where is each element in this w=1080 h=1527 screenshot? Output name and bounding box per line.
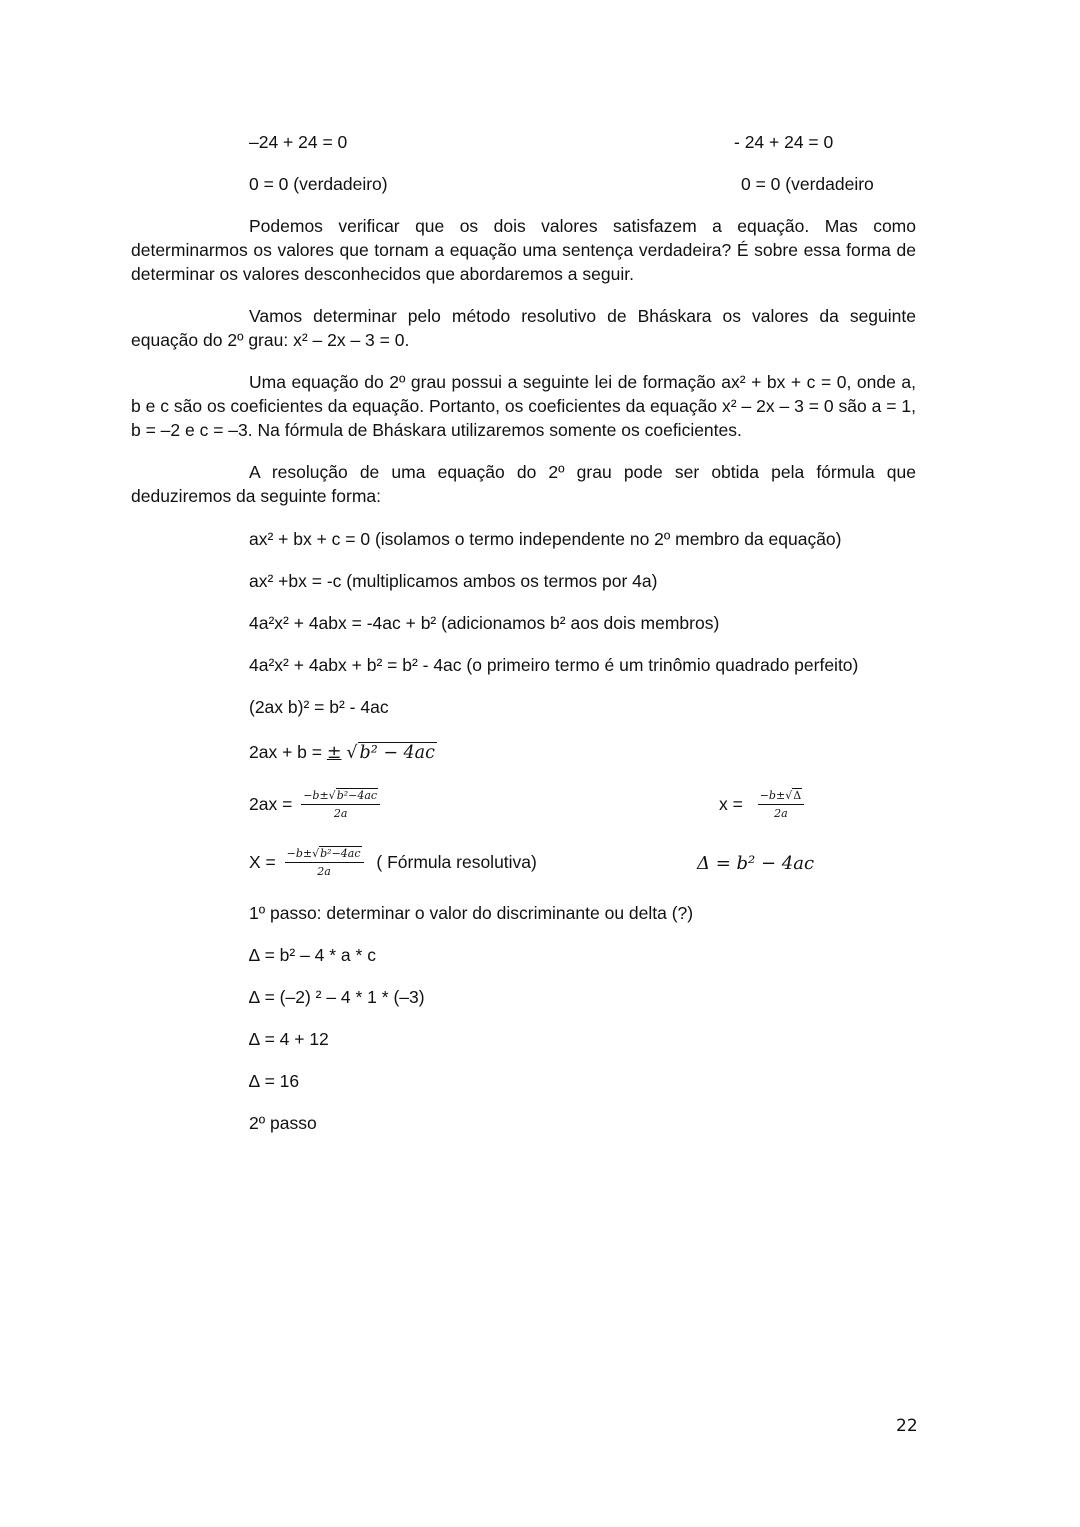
step-2-title: 2º passo	[249, 1113, 317, 1133]
paragraph-derivation-intro	[131, 460, 916, 508]
formula-x	[249, 846, 537, 879]
paragraph-coefficients	[131, 370, 916, 442]
delta-line-1: ∆ = b² – 4 * a * c	[249, 945, 376, 965]
radicand: b²−4ac	[320, 847, 361, 861]
fraction-denominator: 2a	[774, 807, 788, 821]
verification-left-line-1: –24 + 24 = 0	[249, 132, 348, 152]
verification-right-line-1: - 24 + 24 = 0	[734, 132, 834, 152]
fraction-denominator: 2a	[317, 865, 331, 879]
plus-minus-sign: ±	[326, 743, 342, 763]
fraction-denominator: 2a	[333, 807, 348, 821]
derivation-step-2: ax² +bx = -c (multiplicamos ambos os termos por 4a)	[249, 571, 658, 591]
paragraph-text: Vamos determinar pelo método resolutivo de Bháskara os valores da seguinte equação do 2º grau: x² – 2x – 3 = 0.	[131, 306, 916, 350]
radical-sign: √	[312, 847, 320, 861]
paragraph-text: A resolução de uma equação do 2º grau pode ser obtida pela fórmula que deduziremos da seguinte forma:	[131, 462, 916, 506]
paragraph-bhaskara-intro	[131, 304, 916, 352]
derivation-step-1: ax² + bx + c = 0 (isolamos o termo independente no 2º membro da equação)	[249, 529, 842, 549]
paragraph-text: Uma equação do 2º grau possui a seguinte lei de formação ax² + bx + c = 0, onde a, b e c são os coeficientes da equação. Portanto, os coeficientes da equação x² – 2x – 3 = 0 são a = 1, b = –2 e c = –3. Na fórmula de Bháskara utilizaremos somente os coeficientes.	[131, 372, 916, 440]
radical-sign: √	[328, 789, 336, 803]
radical-sign: √	[346, 743, 358, 763]
numerator-prefix: −b±	[759, 789, 786, 803]
derivation-step-3: 4a²x² + 4abx = -4ac + b² (adicionamos b² aos dois membros)	[249, 613, 720, 633]
fraction-x-delta-lhs: x =	[719, 794, 743, 814]
fraction-x-delta	[719, 788, 804, 821]
delta-line-4: ∆ = 16	[249, 1071, 300, 1091]
delta-line-2: ∆ = (–2) ² – 4 * 1 * (–3)	[249, 987, 425, 1007]
delta-line-3: ∆ = 4 + 12	[249, 1029, 329, 1049]
sqrt-expression	[312, 847, 361, 861]
radical-sign: √	[785, 789, 793, 803]
fraction-2ax-lhs: 2ax =	[249, 794, 293, 814]
derivation-sqrt-step	[249, 740, 437, 765]
fraction-2ax	[249, 788, 380, 821]
paragraph-text: Podemos verificar que os dois valores satisfazem a equação. Mas como determinarmos os valores que tornam a equação uma sentença verdadeira? É sobre essa forma de determinar os valores desconhecidos que abordaremos a seguir.	[131, 216, 916, 284]
numerator-prefix: −b±	[286, 847, 313, 861]
verification-left-line-2: 0 = 0 (verdadeiro)	[249, 174, 388, 194]
fraction-2ax-value	[301, 789, 380, 821]
page-number: 22	[896, 1416, 918, 1436]
fraction-numerator	[301, 789, 380, 805]
verification-right-line-2: 0 = 0 (verdadeiro	[741, 174, 874, 194]
fraction-numerator	[758, 789, 804, 805]
fraction-numerator	[285, 847, 364, 863]
radicand: b² − 4ac	[359, 743, 435, 763]
radicand: b²−4ac	[336, 789, 378, 803]
numerator-prefix: −b±	[303, 789, 329, 803]
formula-x-lhs: X =	[249, 852, 276, 872]
derivation-step-5: (2ax b)² = b² - 4ac	[249, 697, 389, 717]
fraction-x-delta-value	[758, 789, 804, 821]
paragraph-verification	[131, 214, 916, 286]
formula-label: ( Fórmula resolutiva)	[376, 852, 537, 872]
sqrt-expression	[329, 789, 378, 803]
sqrt-expression	[346, 742, 437, 763]
step-1-title: 1º passo: determinar o valor do discriminante ou delta (?)	[249, 903, 694, 923]
formula-x-value	[285, 847, 364, 879]
sqrt-step-lhs: 2ax + b =	[249, 742, 327, 762]
sqrt-expression	[785, 789, 802, 803]
delta-definition: Δ = b² − 4ac	[697, 853, 815, 874]
derivation-step-4: 4a²x² + 4abx + b² = b² - 4ac (o primeiro termo é um trinômio quadrado perfeito)	[249, 655, 859, 675]
radicand: Δ	[793, 789, 802, 803]
